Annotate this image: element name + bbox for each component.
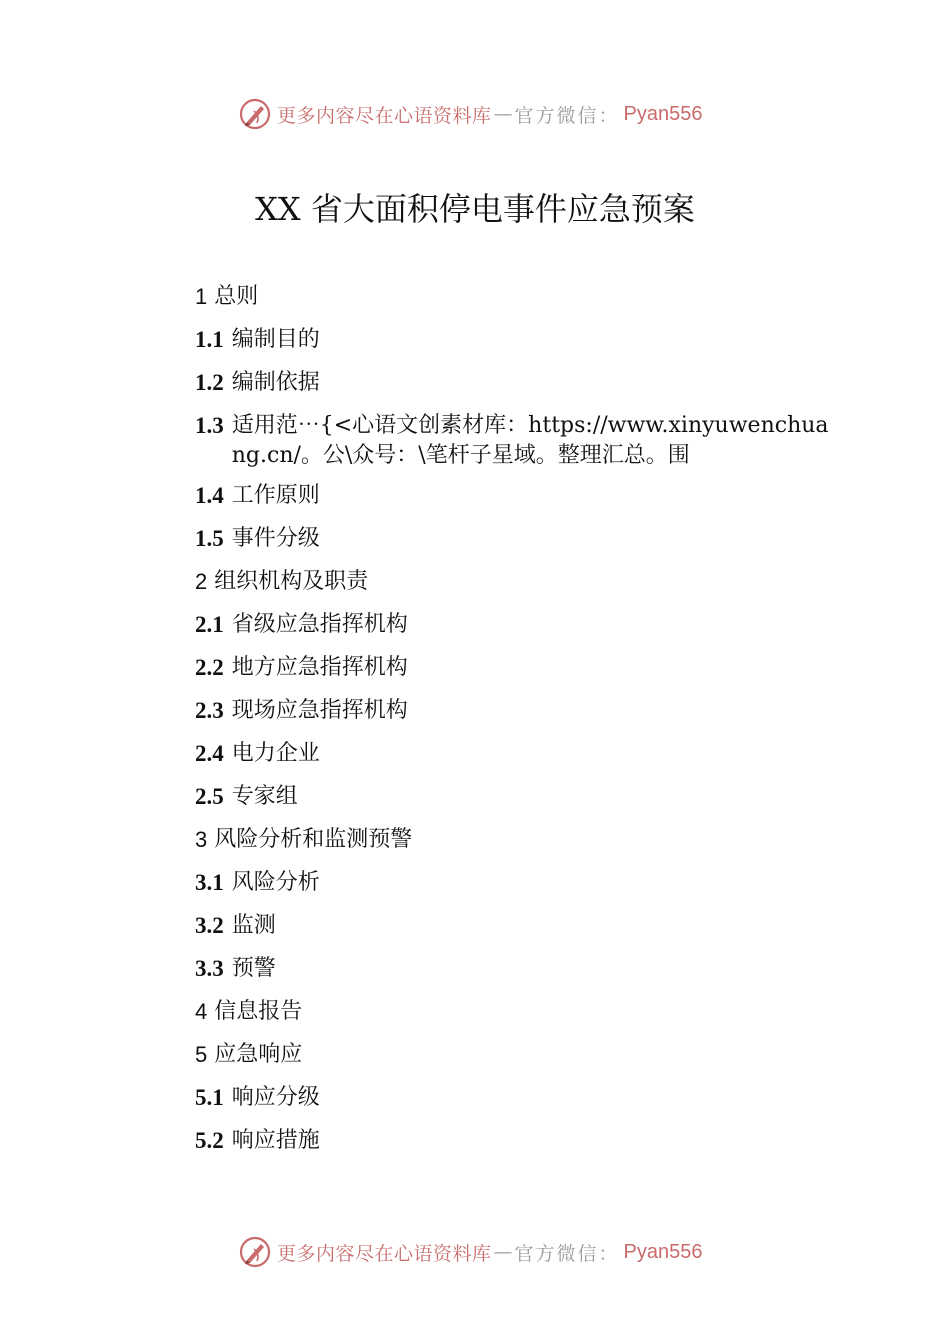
- toc-entry: [195, 481, 835, 511]
- toc-entry-number: 1.1: [195, 327, 224, 352]
- banner-wechat-label: 官方微信：: [514, 104, 620, 127]
- toc-entry-number: 2.1: [195, 612, 224, 637]
- banner-separator: —: [493, 1241, 513, 1263]
- footer-banner: [238, 1234, 703, 1270]
- toc-entry-text: 省级应急指挥机构: [231, 612, 408, 637]
- toc-entry-text: 应急响应: [214, 1042, 303, 1067]
- toc-entry: [195, 282, 835, 312]
- toc-entry-text: 电力企业: [231, 741, 320, 766]
- toc-entry: [195, 1040, 835, 1070]
- banner-wechat-id: Pyan556: [623, 1240, 703, 1263]
- toc-entry-number: 3.2: [195, 913, 224, 938]
- toc-entry-text: 风险分析和监测预警: [214, 827, 413, 852]
- toc-entry: [195, 696, 835, 726]
- toc-entry: [195, 610, 835, 640]
- toc-entry-number: 2.5: [195, 784, 224, 809]
- toc-entry-text: 信息报告: [214, 999, 303, 1024]
- header-banner: [238, 96, 703, 132]
- toc-entry: [195, 567, 835, 597]
- toc-entry-number: 1.3: [195, 413, 224, 438]
- toc-entry-number: 2.2: [195, 655, 224, 680]
- banner-text: 更多内容尽在心语资料库: [277, 104, 492, 127]
- toc-entry-text: 组织机构及职责: [214, 569, 369, 594]
- toc-entry: [195, 825, 835, 855]
- toc-entry-number: 3.1: [195, 870, 224, 895]
- toc-entry: [195, 739, 835, 769]
- toc-entry-number: 1: [195, 284, 208, 309]
- toc-entry-number: 2.4: [195, 741, 224, 766]
- toc-entry-number: 4: [195, 999, 208, 1024]
- toc-entry-number: 2: [195, 569, 208, 594]
- toc-entry-number: 1.5: [195, 526, 224, 551]
- toc-entry-text: 响应分级: [231, 1085, 320, 1110]
- banner-separator: —: [493, 103, 513, 125]
- toc-entry-text: 编制依据: [231, 370, 320, 395]
- banner-wechat-id: Pyan556: [623, 102, 703, 125]
- toc-entry: [195, 1126, 835, 1156]
- toc-entry: [195, 911, 835, 941]
- toc-entry: [195, 1083, 835, 1113]
- toc-entry: [195, 524, 835, 554]
- toc-entry: [195, 653, 835, 683]
- toc-entry-text: 地方应急指挥机构: [231, 655, 408, 680]
- toc-entry: [195, 868, 835, 898]
- toc-entry-text: 编制目的: [231, 327, 320, 352]
- toc-entry-number: 5.2: [195, 1128, 224, 1153]
- pen-logo-icon: [238, 97, 272, 131]
- toc-entry: [195, 368, 835, 398]
- toc-entry-text: 响应措施: [231, 1128, 320, 1153]
- toc-entry: [195, 411, 835, 471]
- toc-entry-number: 5: [195, 1042, 208, 1067]
- banner-text: 更多内容尽在心语资料库: [277, 1242, 492, 1265]
- banner-wechat-label: 官方微信：: [514, 1242, 620, 1265]
- toc-entry-number: 2.3: [195, 698, 224, 723]
- toc-entry-text: 专家组: [231, 784, 298, 809]
- toc-entry: [195, 997, 835, 1027]
- toc-entry-number: 1.2: [195, 370, 224, 395]
- toc-entry-number: 3: [195, 827, 208, 852]
- toc-entry-text: 预警: [231, 956, 276, 981]
- pen-logo-icon: [238, 1235, 272, 1269]
- toc-entry-text: 监测: [231, 913, 276, 938]
- toc-entry-number: 5.1: [195, 1085, 224, 1110]
- toc-entry-text: 风险分析: [231, 870, 320, 895]
- toc-entry: [195, 954, 835, 984]
- toc-entry-number: 3.3: [195, 956, 224, 981]
- toc-entry-text: 工作原则: [231, 483, 320, 508]
- toc-entry-text: 总则: [214, 284, 259, 309]
- toc-entry: [195, 782, 835, 812]
- toc-entry-number: 1.4: [195, 483, 224, 508]
- toc-entry: [195, 325, 835, 355]
- toc-entry-text: 事件分级: [231, 526, 320, 551]
- toc-entry-text: 现场应急指挥机构: [231, 698, 408, 723]
- document-title: XX 省大面积停电事件应急预案: [255, 190, 695, 228]
- table-of-contents: [195, 282, 835, 1156]
- toc-entry-text: 适用范⋯{<心语文创素材库：https://www.xinyuwenchuang.cn/。公\众号：\笔杆子星域。整理汇总。围: [231, 413, 829, 468]
